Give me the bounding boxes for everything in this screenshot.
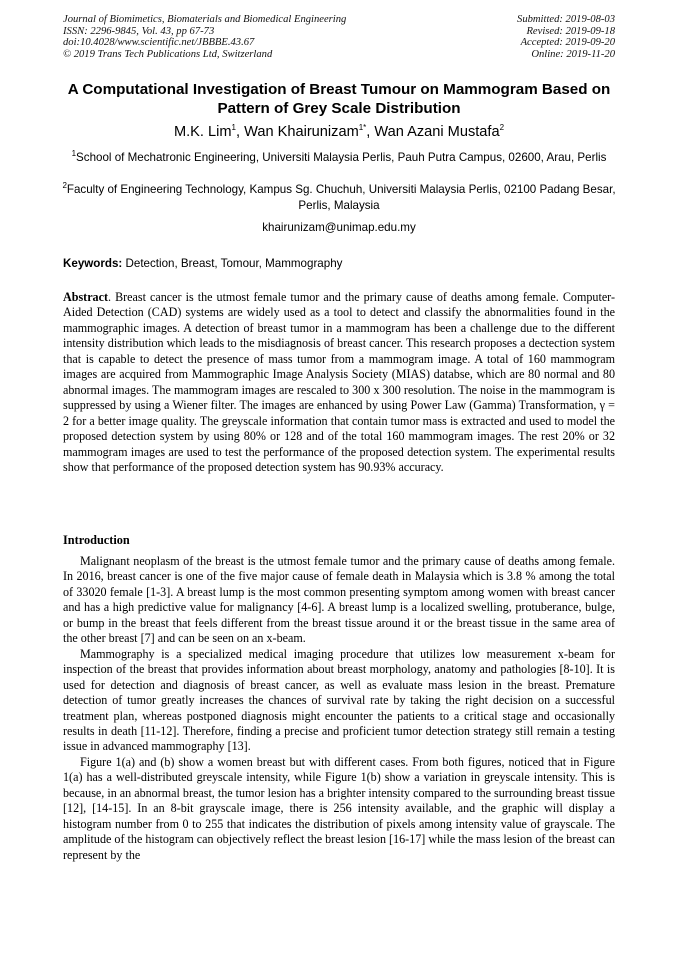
author-affiliation-mark: 2	[499, 123, 505, 133]
paragraph: Figure 1(a) and (b) show a women breast but with different cases. From both figures, noticed that in Figure 1(a) has a well-distributed greyscale intensity, while Figure 1(b) show a variation in greyscale intensity. This is because, in an abnormal breast, the tumor lesion has a brighter intensity compared to the surrounding breast tissue [12], [14-15]. In an 8-bit grayscale image, there is 256 intensity available, and the graphic will display a histogram number from 0 to 255 that indicates the distribution of pixels among intensity value of grayscale. The amplitude of the histogram can objectively reflect the breast lesion [16-17] while the mass lesion of the breast can represent by the	[63, 754, 615, 862]
journal-doi: doi:10.4028/www.scientific.net/JBBBE.43.67	[63, 37, 255, 49]
keywords	[63, 257, 342, 270]
section-heading-introduction: Introduction	[63, 533, 130, 547]
paragraph: Malignant neoplasm of the breast is the utmost female tumor and the primary cause of deaths among female. In 2016, breast cancer is one of the five major cause of female death in Malaysia which is 3.8 % among the total of 33020 female [1-3]. A breast lump is the most common presenting symptom among women with breast cancer and has a high predictive value for malignancy [4-6]. A breast lump is a localized swelling, protuberance, bulge, or bump in the breast that feels different from the breast tissue around it or the breast tissue in the same area of the other breast [7] and can be seen on an x-beam.	[63, 554, 615, 646]
author-name: Wan Azani Mustafa	[374, 124, 500, 140]
abstract	[63, 290, 615, 475]
author: M.K. Lim$^1$,	[173, 123, 245, 140]
paper-title: A Computational Investigation of Breast Tumour on Mammogram Based on Pattern of Grey Scale Distribution	[67, 81, 611, 117]
online-date: Online: 2019-11-20	[531, 48, 615, 60]
author-affiliation-mark: 1	[231, 123, 236, 133]
accepted-date: Accepted: 2019-09-20	[520, 37, 615, 49]
affiliation-text: Faculty of Engineering Technology, Kampus Sg. Chuchuh, Universiti Malaysia Perlis, 02100 Padang Besar, Perlis, Malaysia	[66, 183, 616, 212]
dates-header	[517, 14, 615, 60]
revised-date: Revised: 2019-09-18	[526, 25, 615, 37]
keywords-label: Keywords:	[63, 257, 123, 270]
keywords-text: Detection, Breast, Tomour, Mammography	[122, 257, 343, 270]
author-affiliation-mark: 1*	[358, 123, 367, 133]
affiliation-mark: 2	[62, 181, 67, 191]
introduction-body	[63, 554, 615, 863]
author-list	[40, 124, 638, 140]
affiliation-text: School of Mechatronic Engineering, Universiti Malaysia Perlis, Pauh Putra Campus, 02600, Arau, Perlis	[76, 151, 607, 164]
author: Wan Khairunizam$^{1*}$,	[244, 123, 375, 140]
author-name: Wan Khairunizam	[244, 124, 359, 140]
author-name: M.K. Lim	[173, 124, 232, 140]
affiliation	[55, 182, 623, 213]
paragraph: Mammography is a specialized medical imaging procedure that utilizes low measurement x-beam for inspection of the breast that provides information about breast morphology, anatomy and pathologies [8-10]. It is used for detection and diagnosis of breast cancer, as well as evaluate mass lesion in the breast. Premature detection of tumor greatly increases the chances of survival rate by taking the right decision on a successful treatment plan, whereas postponed diagnosis might encounter the patients to a critical stage and occasionally results in death [11-12]. Therefore, finding a precise and proficient tumor detection strategy still remain a testing issue in advanced mammography [13].	[63, 646, 615, 754]
journal-issn: ISSN: 2296-9845, Vol. 43, pp 67-73	[63, 25, 215, 37]
abstract-label: Abstract	[63, 290, 109, 304]
journal-name: Journal of Biomimetics, Biomaterials and Biomedical Engineering	[63, 14, 347, 25]
submitted-date: Submitted: 2019-08-03	[517, 14, 615, 25]
corresponding-email: khairunizam@unimap.edu.my	[262, 221, 416, 234]
author	[374, 124, 504, 140]
journal-header	[63, 14, 346, 60]
abstract-text: . Breast cancer is the utmost female tumor and the primary cause of deaths among female. Computer-Aided Detection (CAD) systems are widely used as a tool to detect and classify the abnormalities found in the mammographic images. A detection of breast tumor in a mammogram has been a challenge due to the different intensity distribution which leads to the misdiagnosis of breast cancer. This research proposes a dectection system that is capable to detect the presence of mass tumor from a mammogram image. A total of 160 mammogram images are acquired from Mammographic Image Analysis Society (MIAS) databse, which are 80 normal and 80 abnormal images. The mammogram images are rescaled to 300 x 300 resolution. The noise in the mammogram is suppressed by using a Wiener filter. The images are enhanced by using Power Law (Gamma) Transformation, γ = 2 for a better image quality. The greyscale information that contain tumor mass is extracted and used to model the proposed detection system by using 80% or 128 and of the total 160 mammogram images. The rest 20% or 32 mammogram images are used to test the performance of the proposed detection system. The experimental results show that performance of the proposed detection system has 90.93% accuracy.	[63, 290, 615, 474]
affiliation	[55, 150, 623, 166]
affiliation-mark: 1	[71, 149, 77, 159]
journal-copyright: © 2019 Trans Tech Publications Ltd, Switzerland	[63, 48, 273, 60]
